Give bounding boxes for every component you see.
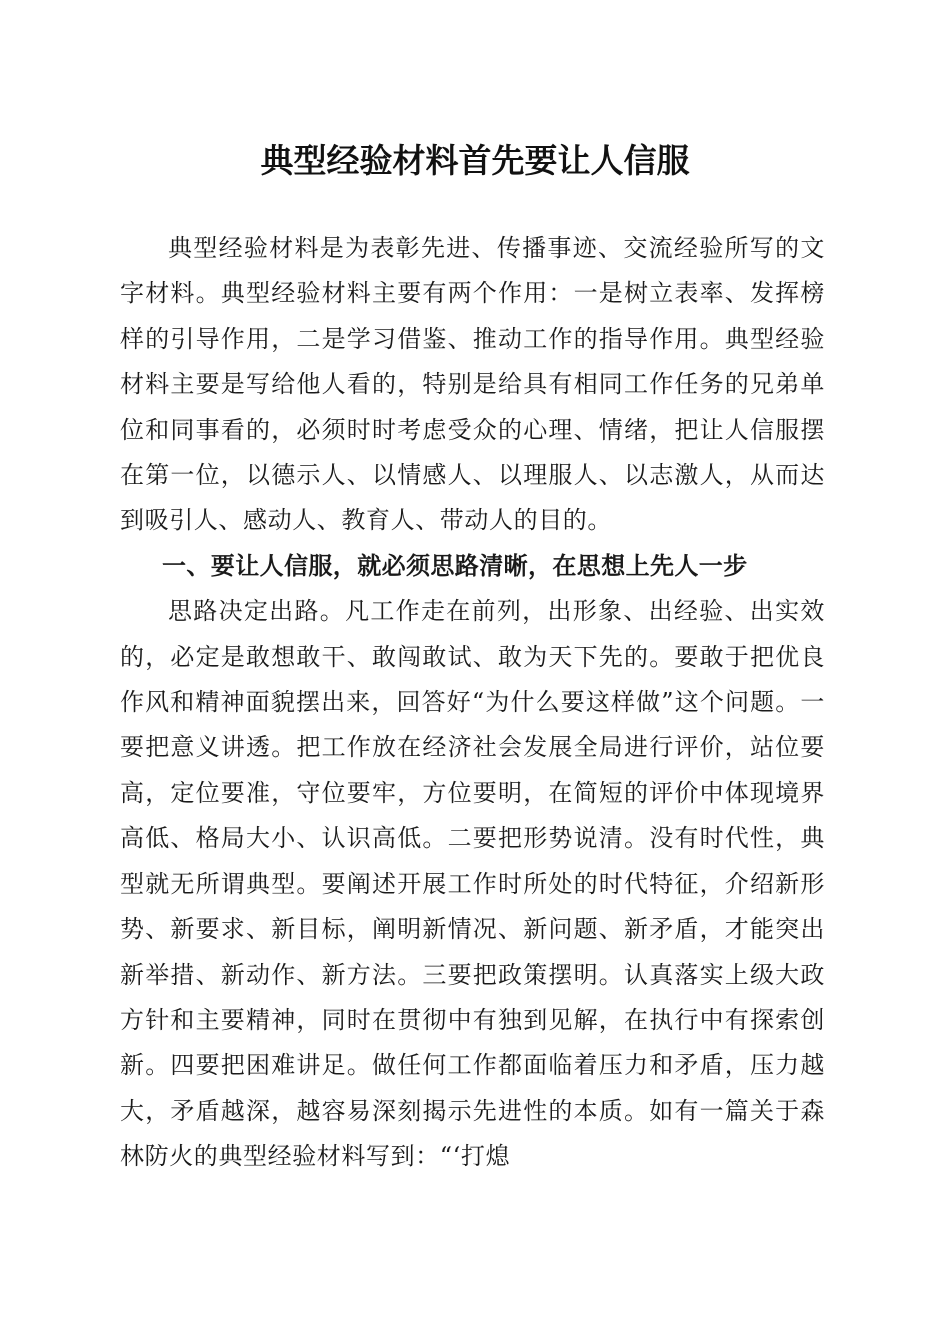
document-title: 典型经验材料首先要让人信服 — [260, 141, 690, 180]
intro-paragraph: 典型经验材料是为表彰先进、传播事迹、交流经验所写的文字材料。典型经验材料主要有两个作用：一是树立表率、发挥榜样的引导作用，二是学习借鉴、推动工作的指导作用。典型经验材料主要是写给他人看的，特别是给具有相同工作任务的兄弟单位和同事看的，必须时时考虑受众的心理、情绪，把让人信服摆在第一位，以德示人、以情感人、以理服人、以志激人，从而达到吸引人、感动人、教育人、带动人的目的。 — [120, 234, 825, 535]
section-heading: 一、要让人信服，就必须思路清晰，在思想上先人一步 — [162, 551, 748, 580]
section-paragraph: 思路决定出路。凡工作走在前列，出形象、出经验、出实效的，必定是敢想敢干、敢闯敢试、敢为天下先的。要敢于把优良作风和精神面貌摆出来，回答好“为什么要这样做”这个问题。一要把意义讲透。把工作放在经济社会发展全局进行评价，站位要高，定位要准，守位要牢，方位要明，在简短的评价中体现境界高低、格局大小、认识高低。二要把形势说清。没有时代性，典型就无所谓典型。要阐述开展工作时所处的时代特征，介绍新形势、新要求、新目标，阐明新情况、新问题、新矛盾，才能突出新举措、新动作、新方法。三要把政策摆明。认真落实上级大政方针和主要精神，同时在贯彻中有独到见解，在执行中有探索创新。四要把困难讲足。做任何工作都面临着压力和矛盾，压力越大，矛盾越深，越容易深刻揭示先进性的本质。如有一篇关于森林防火的典型经验材料写到：“‘打熄 — [120, 597, 825, 1171]
document-body — [120, 226, 825, 1180]
